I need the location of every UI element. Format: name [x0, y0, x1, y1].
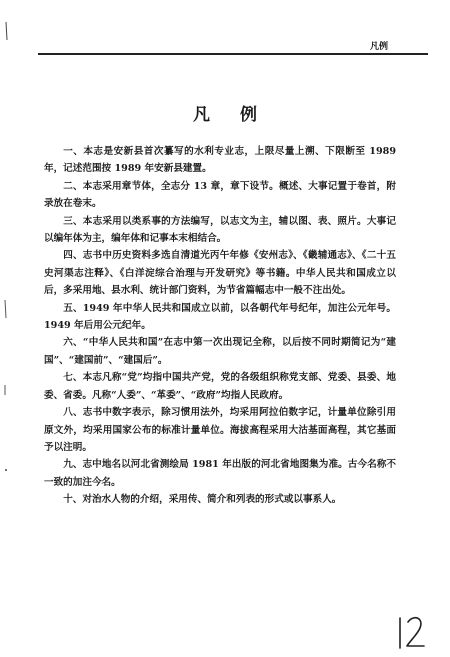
paragraph-8: 八、志书中数字表示，除习惯用法外，均采用阿拉伯数字记，计量单位除引用原文外，均采用国家公布的标准计量单位。海拔高程采用大沽基面高程，其它基面予以注明。 — [44, 407, 396, 453]
page-title: 凡 例 — [193, 105, 269, 125]
header-label: 凡例 — [369, 42, 388, 52]
paragraph-7: 七、本志凡称“党”均指中国共产党，党的各级组织称党支部、党委、县委、地委、省委。凡称“人委”、“革委”、“政府”均指人民政府。 — [44, 372, 396, 401]
paragraph-2: 二、本志采用章节体，全志分 13 章，章下设节。概述、大事记置于卷首，附录放在卷末。 — [44, 180, 396, 210]
paragraph-5: 五、1949 年中华人民共和国成立以前，以各朝代年号纪年，加注公元年号。1949 年后用公元纪年。 — [44, 302, 396, 332]
paragraph-9: 九、志中地名以河北省测绘局 1981 年出版的河北省地图集为准。古今名称不一致的加注今名。 — [44, 459, 396, 488]
paragraph-1: 一、本志是安新县首次纂写的水利专业志，上限尽量上溯、下限断至 1989 年，记述范围按 1989 年安新县建置。 — [44, 146, 396, 175]
paragraph-6: 六、“中华人民共和国”在志中第一次出现记全称，以后按不同时期简记为“建国”、“建国前”、“建国后”。 — [44, 337, 396, 366]
paragraph-10: 十、对治水人物的介绍，采用传、简介和列表的形式或以事系人。 — [63, 494, 342, 506]
binding-edge-marks — [2, 0, 10, 657]
paragraph-4: 四、志书中历史资料多选自清道光丙午年修《安州志》、《畿辅通志》、《二十五史河渠志注释》、《白洋淀综合治理与开发研究》等书籍。中华人民共和国成立以后，多采用地、县水利、统计部门资料，为节省篇幅志中一般不注出处。 — [44, 250, 396, 297]
handwritten-page-mark — [392, 612, 432, 652]
header-rule — [38, 53, 428, 55]
paragraph-3: 三、本志采用以类系事的方法编写，以志文为主，辅以图、表、照片。大事记以编年体为主，编年体和记事本末相结合。 — [44, 215, 396, 245]
body-text — [44, 143, 396, 509]
